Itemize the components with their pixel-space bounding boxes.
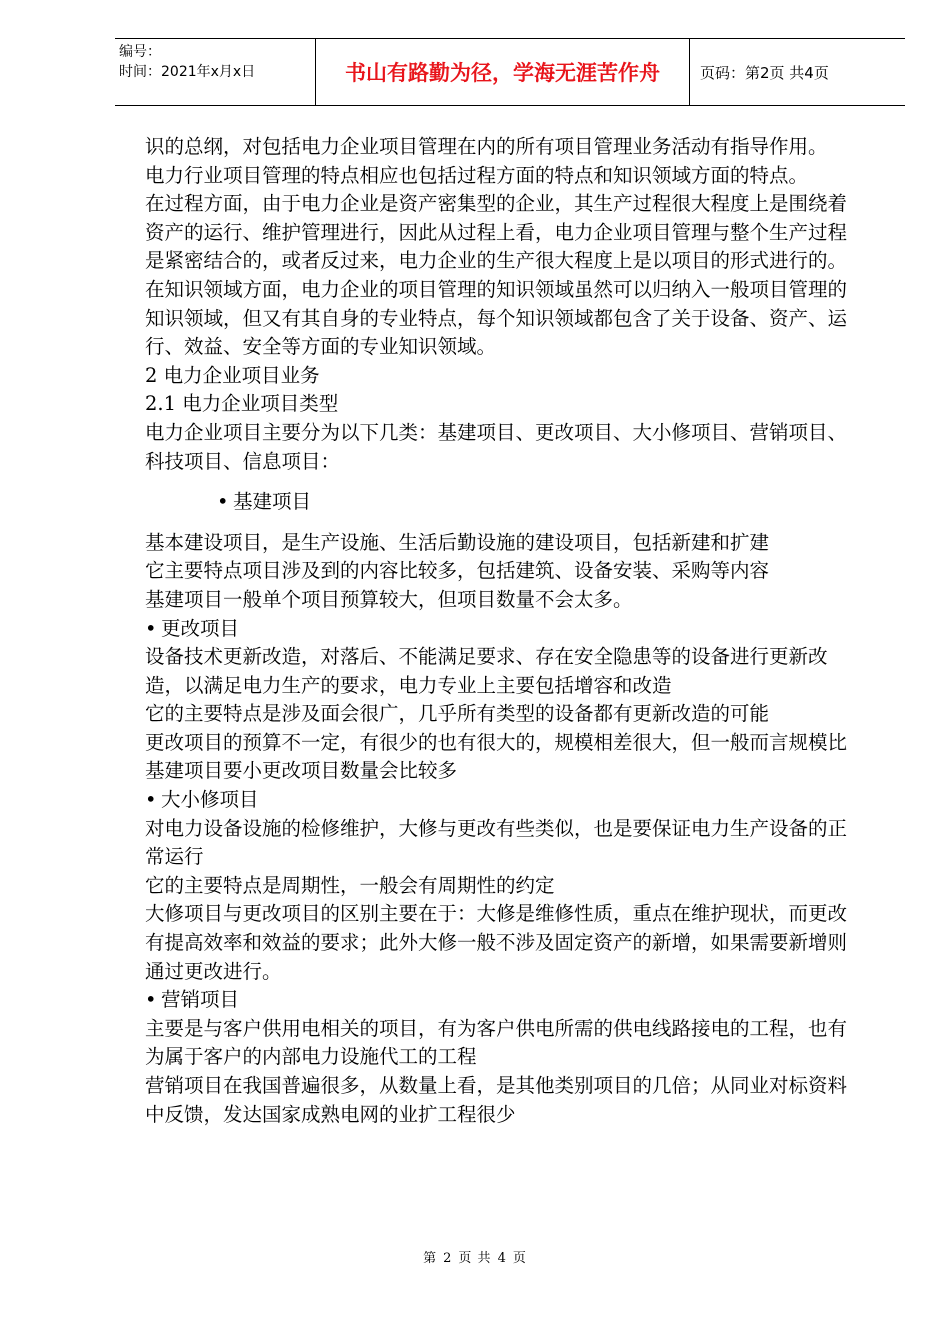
paragraph: 识的总纲，对包括电力企业项目管理在内的所有项目管理业务活动有指导作用。 [145, 135, 828, 158]
header-meta [115, 39, 315, 105]
bullet-dot: • [217, 490, 229, 514]
paragraph: 营销项目在我国普遍很多，从数量上看，是其他类别项目的几倍；从同业对标资料中反馈，发达国家成熟电网的业扩工程很少 [145, 1074, 848, 1126]
paragraph: 设备技术更新改造，对落后、不能满足要求、存在安全隐患等的设备进行更新改造，以满足电力生产的要求，电力专业上主要包括增容和改造 [145, 645, 828, 697]
page-footer [0, 1247, 950, 1266]
page-header [115, 38, 905, 106]
section-heading: 2 电力企业项目业务 [145, 363, 320, 387]
paragraph: 基建项目一般单个项目预算较大，但项目数量不会太多。 [145, 587, 633, 611]
footer-prefix: 第 [423, 1251, 438, 1266]
paragraph: 它主要特点项目涉及到的内容比较多，包括建筑、设备安装、采购等内容 [145, 559, 770, 583]
bullet-dot: • [145, 788, 157, 812]
subsection-heading: 2.1 电力企业项目类型 [145, 392, 339, 416]
header-page-info: 页码：第2页 共4页 [700, 63, 829, 82]
document-body [145, 133, 865, 1129]
header-motto: 书山有路勤为径，学海无涯苦作舟 [315, 39, 690, 105]
paragraph: 电力行业项目管理的特点相应也包括过程方面的特点和知识领域方面的特点。 [145, 163, 809, 187]
bullet-item [145, 488, 865, 517]
paragraph: 它的主要特点是涉及面会很广，几乎所有类型的设备都有更新改造的可能 [145, 702, 770, 726]
footer-current-page: 2 [443, 1251, 453, 1266]
paragraph: 它的主要特点是周期性，一般会有周期性的约定 [145, 873, 555, 897]
paragraph: 基本建设项目，是生产设施、生活后勤设施的建设项目，包括新建和扩建 [145, 530, 770, 554]
bullet-item [145, 786, 865, 815]
document-time-label: 时间：2021年x月x日 [119, 64, 256, 80]
bullet-label: 更改项目 [161, 616, 240, 640]
footer-suffix: 页 [512, 1251, 527, 1266]
bullet-label: 基建项目 [233, 490, 312, 514]
footer-middle: 页 共 [458, 1251, 492, 1266]
paragraph: 对电力设备设施的检修维护，大修与更改有些类似，也是要保证电力生产设备的正常运行 [145, 816, 848, 869]
bullet-item [145, 986, 865, 1015]
paragraph: 大修项目与更改项目的区别主要在于：大修是维修性质，重点在维护现状，而更改有提高效率和效益的要求；此外大修一般不涉及固定资产的新增，如果需要新增则通过更改进行。 [145, 902, 848, 983]
paragraph: 主要是与客户供用电相关的项目，有为客户供电所需的供电线路接电的工程，也有为属于客户的内部电力设施代工的工程 [145, 1016, 848, 1069]
bullet-dot: • [145, 616, 157, 640]
footer-total-pages: 4 [497, 1251, 507, 1266]
bullet-label: 大小修项目 [161, 788, 259, 812]
paragraph: 更改项目的预算不一定，有很少的也有很大的，规模相差很大，但一般而言规模比基建项目要小更改项目数量会比较多 [145, 730, 848, 783]
bullet-dot: • [145, 988, 157, 1012]
paragraph: 在过程方面，由于电力企业是资产密集型的企业，其生产过程很大程度上是围绕着资产的运行、维护管理进行，因此从过程上看，电力企业项目管理与整个生产过程是紧密结合的，或者反过来，电力企业的生产很大程度上是以项目的形式进行的。 [145, 192, 848, 273]
paragraph: 在知识领域方面，电力企业的项目管理的知识领域虽然可以归纳入一般项目管理的知识领域，但又有其自身的专业特点，每个知识领域都包含了关于设备、资产、运行、效益、安全等方面的专业知识领域。 [145, 277, 848, 359]
bullet-item [145, 615, 865, 644]
bullet-label: 营销项目 [161, 988, 240, 1012]
document-number-label: 编号： [119, 44, 161, 60]
paragraph: 电力企业项目主要分为以下几类：基建项目、更改项目、大小修项目、营销项目、科技项目、信息项目： [145, 420, 848, 473]
